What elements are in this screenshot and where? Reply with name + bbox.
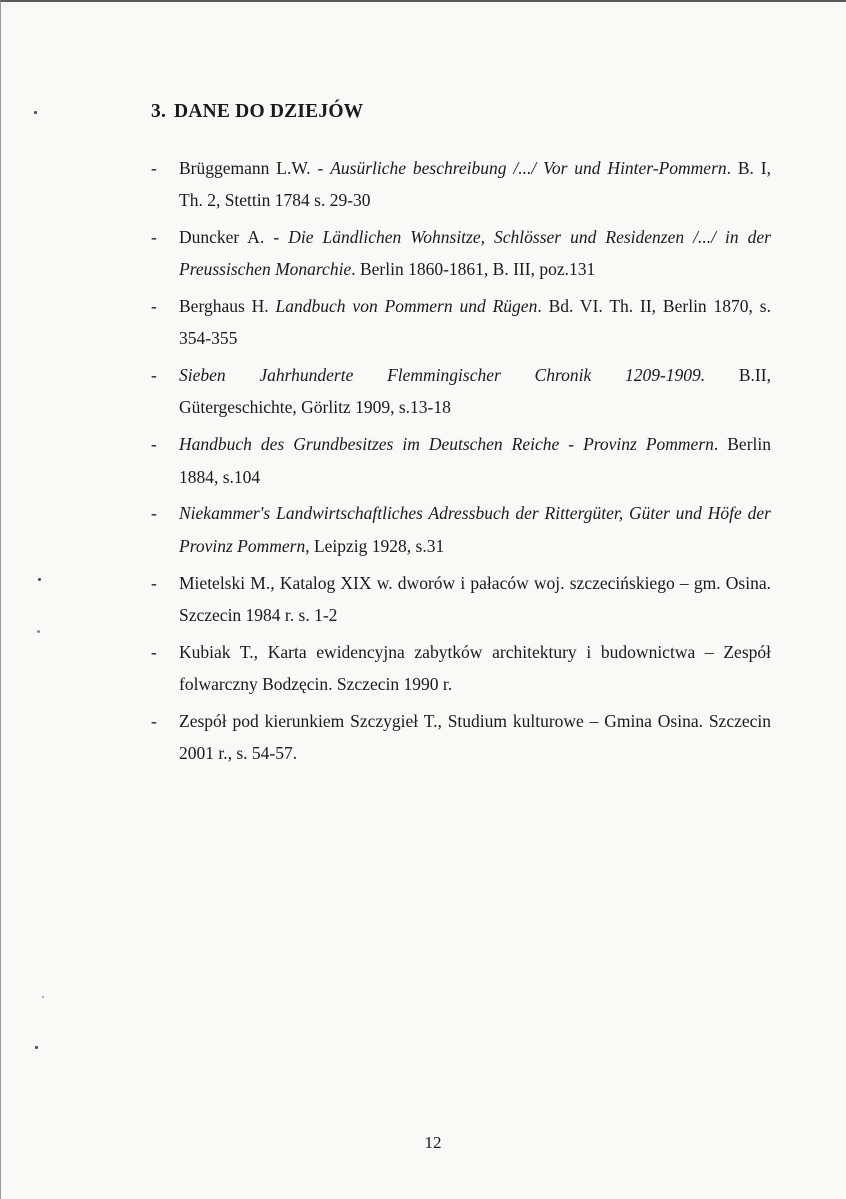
reference-text [179,573,771,625]
reference-text [179,227,771,279]
reference-text [179,642,771,694]
reference-item [151,636,771,700]
list-dash: - [151,503,157,524]
reference-title: Niekammer's Landwirtschaftliches Adressbuch der Rittergüter, Güter und Höfe der Provinz Pommern [179,503,771,556]
reference-item [151,221,771,285]
reference-word: Flemmingischer [387,365,501,386]
page-number: 12 [424,1133,442,1152]
scan-speck [38,578,41,581]
list-dash: - [151,158,157,178]
reference-segment: Zespół pod kierunkiem Szczygieł T., Studium kulturowe – Gmina Osina. Szczecin 2001 r., s. 54-57. [179,710,771,763]
reference-item [151,567,771,631]
reference-segment: . Berlin 1884, s.104 [179,434,771,487]
reference-word: B.II, [738,365,771,386]
reference-item [151,428,771,492]
reference-item [151,359,771,423]
scan-speck [34,111,37,114]
reference-segment: Mietelski M., Katalog XIX w. dworów i pałaców woj. szczecińskiego – gm. Osina. Szczecin 1984 r. s. 1-2 [179,572,771,625]
reference-item [151,497,771,561]
reference-word: Sieben [179,365,226,386]
scan-speck [42,996,44,998]
scan-speck [37,630,40,633]
scan-speck [35,1046,38,1049]
reference-item [151,290,771,354]
list-dash: - [151,641,157,662]
reference-segment: Brüggemann L.W. - [179,158,331,178]
reference-continuation: Gütergeschichte, Görlitz 1909, s.13-18 [179,397,451,418]
reference-segment: , Leipzig 1928, s.31 [305,535,445,556]
reference-word: Chronik [534,365,592,386]
list-dash: - [151,296,157,317]
reference-first-line [179,359,771,391]
reference-text [179,296,771,348]
reference-segment: . Berlin 1860-1861, B. III, poz.131 [351,259,596,280]
list-dash: - [151,365,157,386]
list-dash: - [151,434,157,455]
section-title: DANE DO DZIEJÓW [174,101,364,122]
reference-segment: Duncker A. - [179,227,289,248]
reference-word: Jahrhunderte [259,365,354,386]
reference-text [179,359,771,417]
section-heading [151,101,363,123]
reference-segment: . B. I, Th. 2, Stettin 1784 s. 29-30 [179,158,772,211]
reference-text [179,711,771,763]
reference-title: Landbuch von Pommern und Rügen [275,296,538,317]
section-number: 3. [151,101,167,122]
reference-segment: Kubiak T., Karta ewidencyjna zabytków architektury i budownictwa – Zespół folwarczny Bodzęcin. Szczecin 1990 r. [179,641,771,694]
list-dash: - [151,227,157,248]
reference-text [179,158,771,210]
reference-title: Ausürliche beschreibung /.../ Vor und Hinter-Pommern [330,158,727,178]
reference-title: Die Ländlichen Wohnsitze, Schlösser und Residenzen /.../ in der Preussischen Monarchie [179,227,771,280]
reference-segment: Berghaus H. [179,296,276,317]
reference-list [151,152,771,774]
reference-segment: . Bd. VI. Th. II, Berlin 1870, s. 354-355 [179,296,771,349]
list-dash: - [151,710,157,731]
reference-item [151,705,771,769]
reference-text [179,434,771,486]
reference-title: Handbuch des Grundbesitzes im Deutschen Reiche - Provinz Pommern [179,434,714,455]
reference-word: 1209-1909. [624,365,706,386]
list-dash: - [151,572,157,593]
reference-text [179,503,771,555]
reference-item [151,152,771,216]
